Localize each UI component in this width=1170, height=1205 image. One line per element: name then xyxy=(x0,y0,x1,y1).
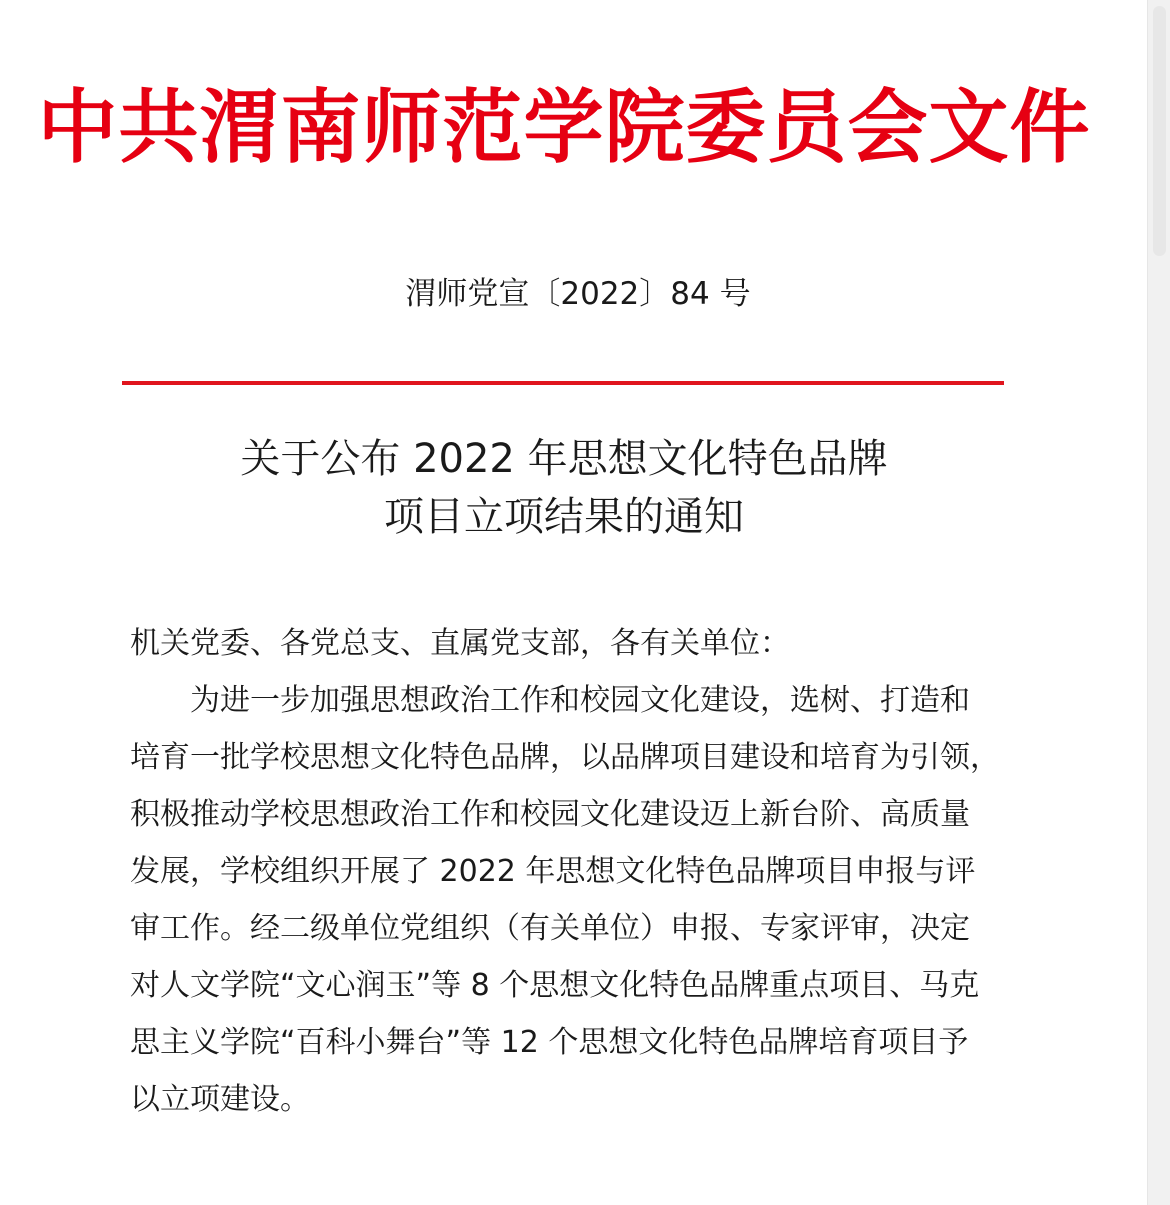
body-line: 积极推动学校思想政治工作和校园文化建设迈上新台阶、高质量 xyxy=(130,797,970,832)
red-divider-line xyxy=(122,381,1004,385)
notice-title-line-2: 项目立项结果的通知 xyxy=(384,494,744,540)
body-line: 对人文学院“文心润玉”等 8 个思想文化特色品牌重点项目、马克 xyxy=(130,968,980,1003)
body-line: 发展，学校组织开展了 2022 年思想文化特色品牌项目申报与评 xyxy=(130,854,976,889)
salutation: 机关党委、各党总支、直属党支部，各有关单位： xyxy=(130,626,790,661)
body-line: 以立项建设。 xyxy=(130,1082,310,1117)
notice-title xyxy=(0,430,1128,546)
body-line: 培育一批学校思想文化特色品牌，以品牌项目建设和培育为引领， xyxy=(130,740,1000,775)
body-line: 审工作。经二级单位党组织（有关单位）申报、专家评审，决定 xyxy=(130,911,970,946)
notice-title-line-1: 关于公布 2022 年思想文化特色品牌 xyxy=(240,436,888,482)
vertical-scrollbar[interactable] xyxy=(1147,0,1170,1205)
document-header-title: 中共渭南师范学院委员会文件 xyxy=(37,81,1091,174)
scrollbar-thumb[interactable] xyxy=(1153,6,1166,256)
body-line: 思主义学院“百科小舞台”等 12 个思想文化特色品牌培育项目予 xyxy=(130,1025,969,1060)
document-number: 渭师党宣〔2022〕84 号 xyxy=(405,276,751,312)
body-line: 为进一步加强思想政治工作和校园文化建设，选树、打造和 xyxy=(190,683,970,718)
